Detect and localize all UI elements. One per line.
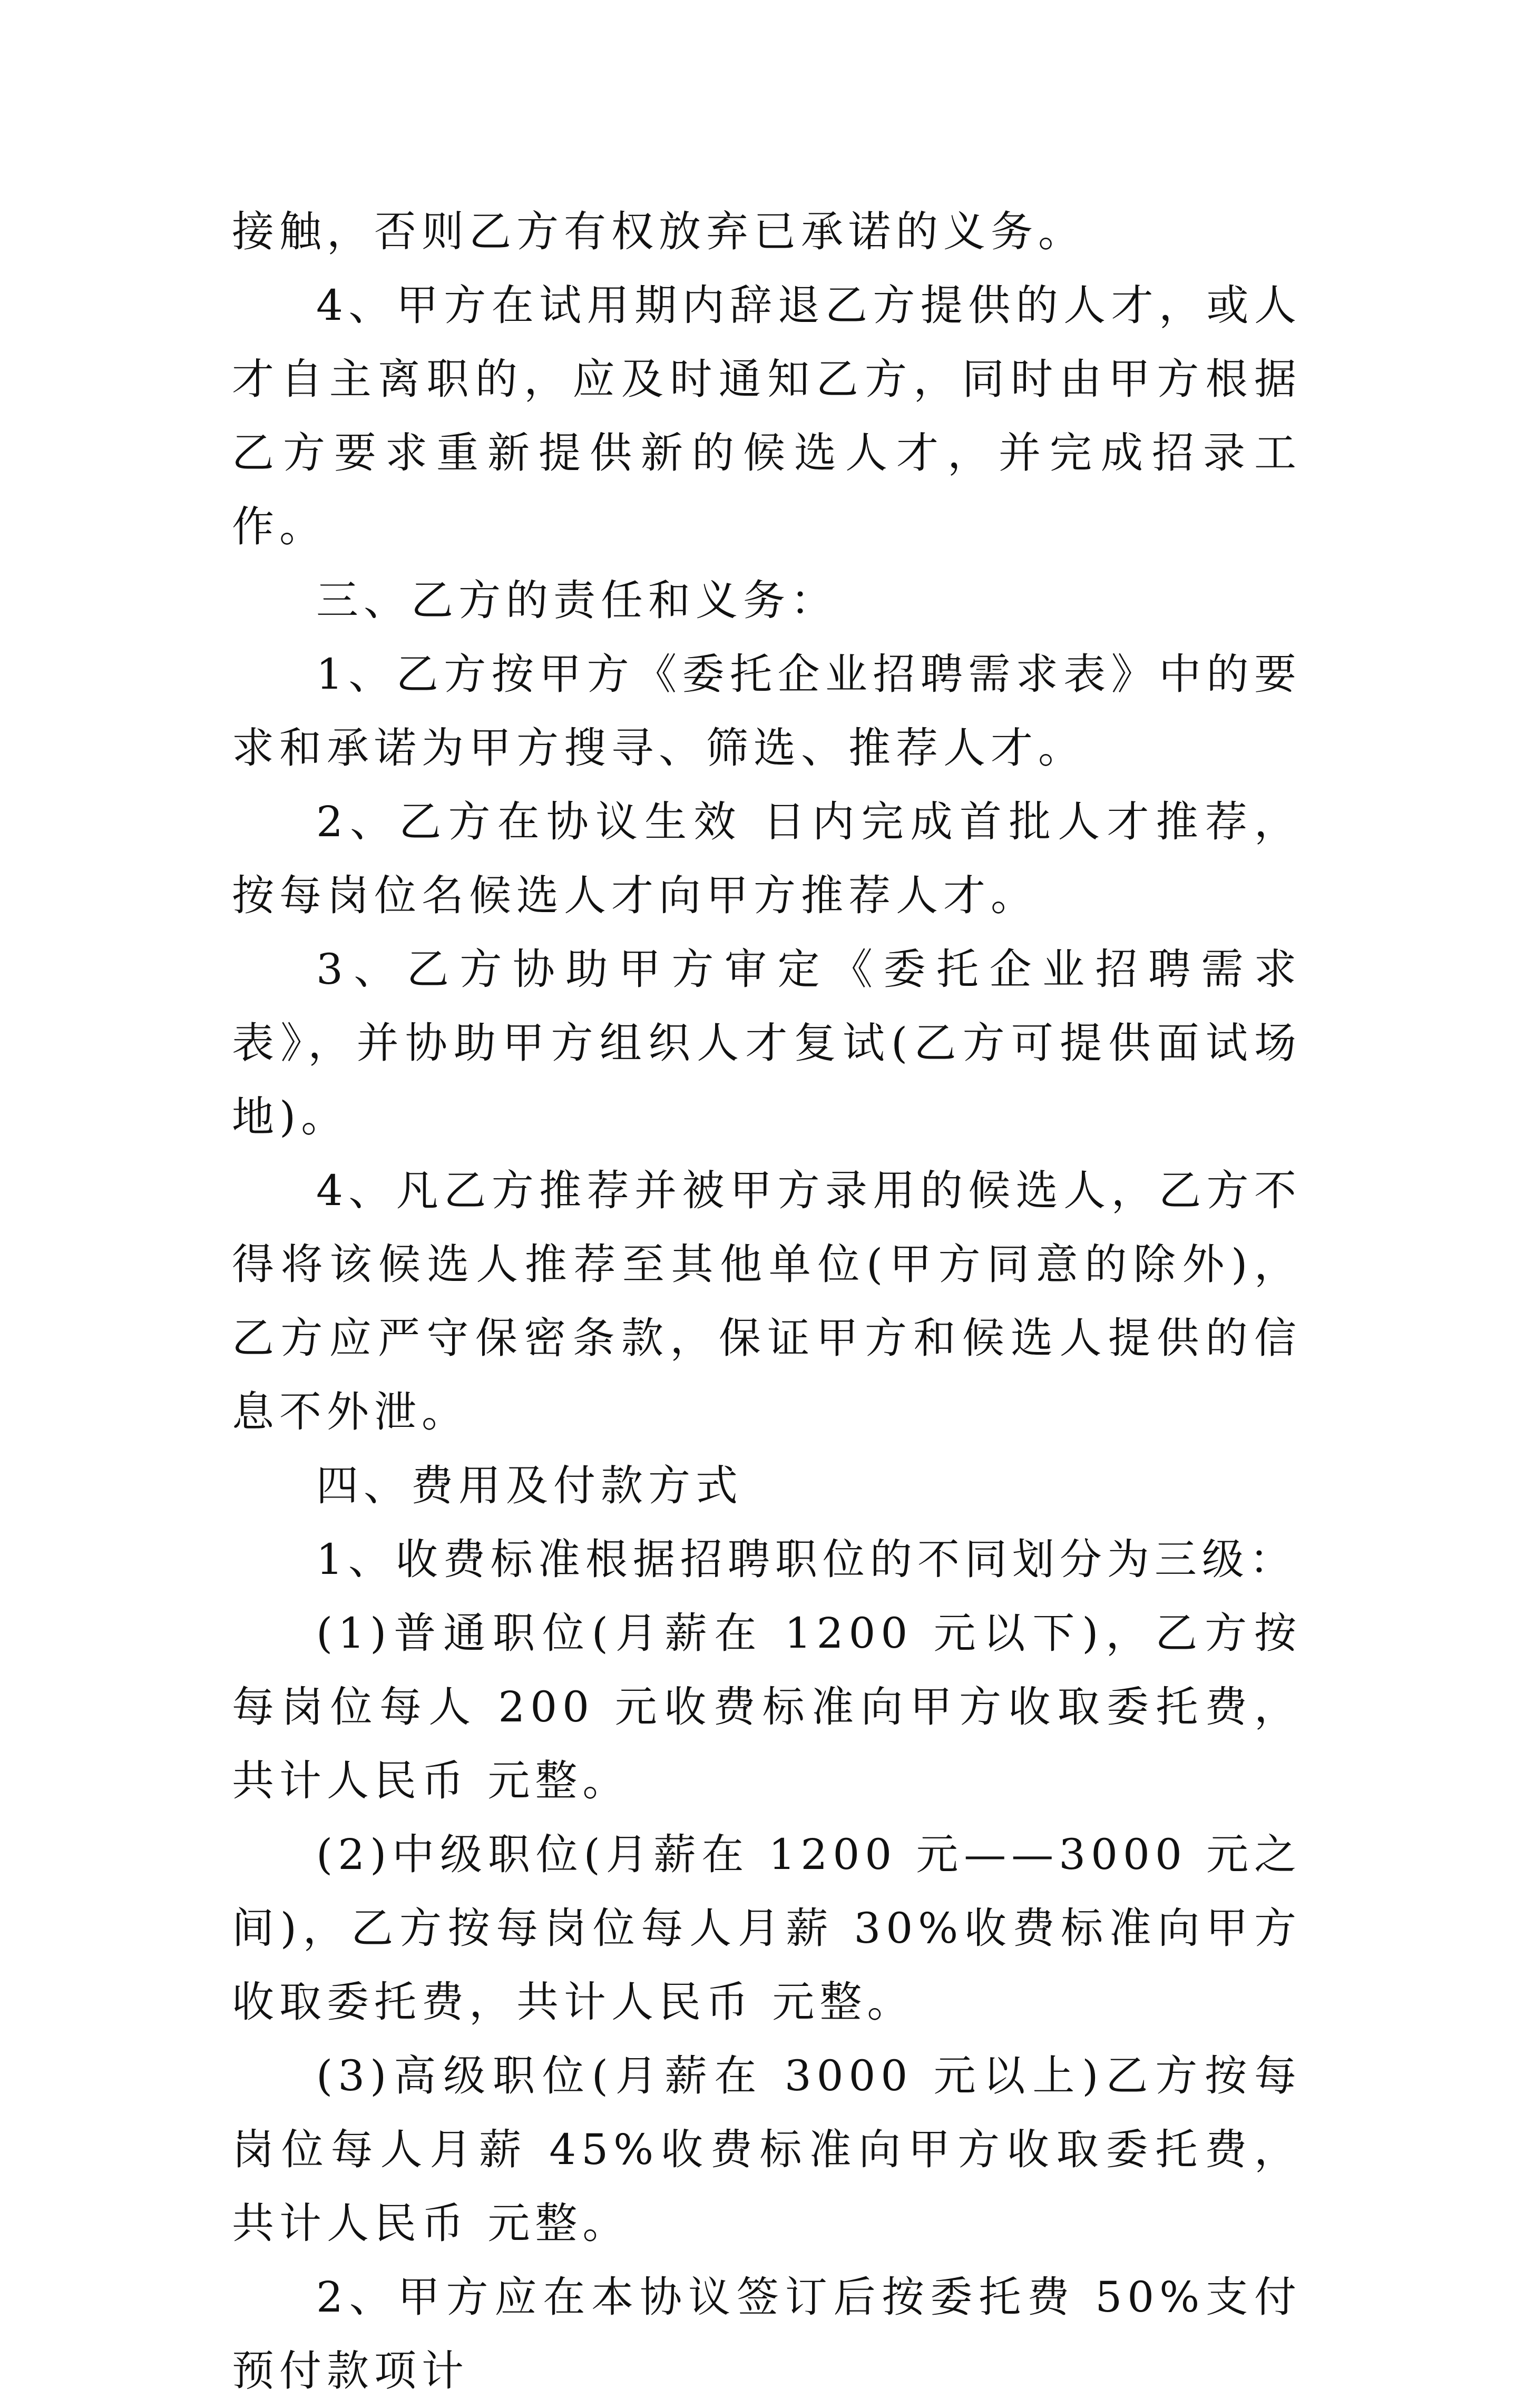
paragraph: 1、收费标准根据招聘职位的不同划分为三级： (316, 1535, 1297, 1584)
paragraph: 1、乙方按甲方《委托企业招聘需求表》中的要求和承诺为甲方搜寻、筛选、推荐人才。 (232, 650, 1302, 772)
section-heading: 三、乙方的责任和义务： (316, 576, 838, 625)
paragraph: 2、甲方应在本协议签订后按委托费 50%支付预付款项计 (232, 2273, 1302, 2395)
paragraph: (2)中级职位(月薪在 1200 元——3000 元之间)，乙方按每岗位每人月薪 30%收费标准向甲方收取委托费，共计人民币 元整。 (232, 1830, 1302, 2027)
paragraph: 2、乙方在协议生效 日内完成首批人才推荐，按每岗位名候选人才向甲方推荐人才。 (232, 797, 1302, 920)
paragraph: (3)高级职位(月薪在 3000 元以上)乙方按每岗位每人月薪 45%收费标准向甲方收取委托费，共计人民币 元整。 (232, 2051, 1302, 2248)
paragraph: (1)普通职位(月薪在 1200 元以下)，乙方按每岗位每人 200 元收费标准向甲方收取委托费，共计人民币 元整。 (232, 1609, 1302, 1805)
paragraph: 3、乙方协助甲方审定《委托企业招聘需求表》，并协助甲方组织人才复试(乙方可提供面试场地)。 (232, 945, 1302, 1141)
document-body (232, 195, 1302, 2408)
paragraph: 4、凡乙方推荐并被甲方录用的候选人，乙方不得将该候选人推荐至其他单位(甲方同意的除外)，乙方应严守保密条款，保证甲方和候选人提供的信息不外泄。 (232, 1166, 1302, 1436)
paragraph: 4、甲方在试用期内辞退乙方提供的人才，或人才自主离职的，应及时通知乙方，同时由甲方根据乙方要求重新提供新的候选人才，并完成招录工作。 (232, 281, 1302, 551)
section-heading: 四、费用及付款方式 (316, 1461, 743, 1510)
paragraph: 接触，否则乙方有权放弃已承诺的义务。 (232, 207, 1086, 256)
